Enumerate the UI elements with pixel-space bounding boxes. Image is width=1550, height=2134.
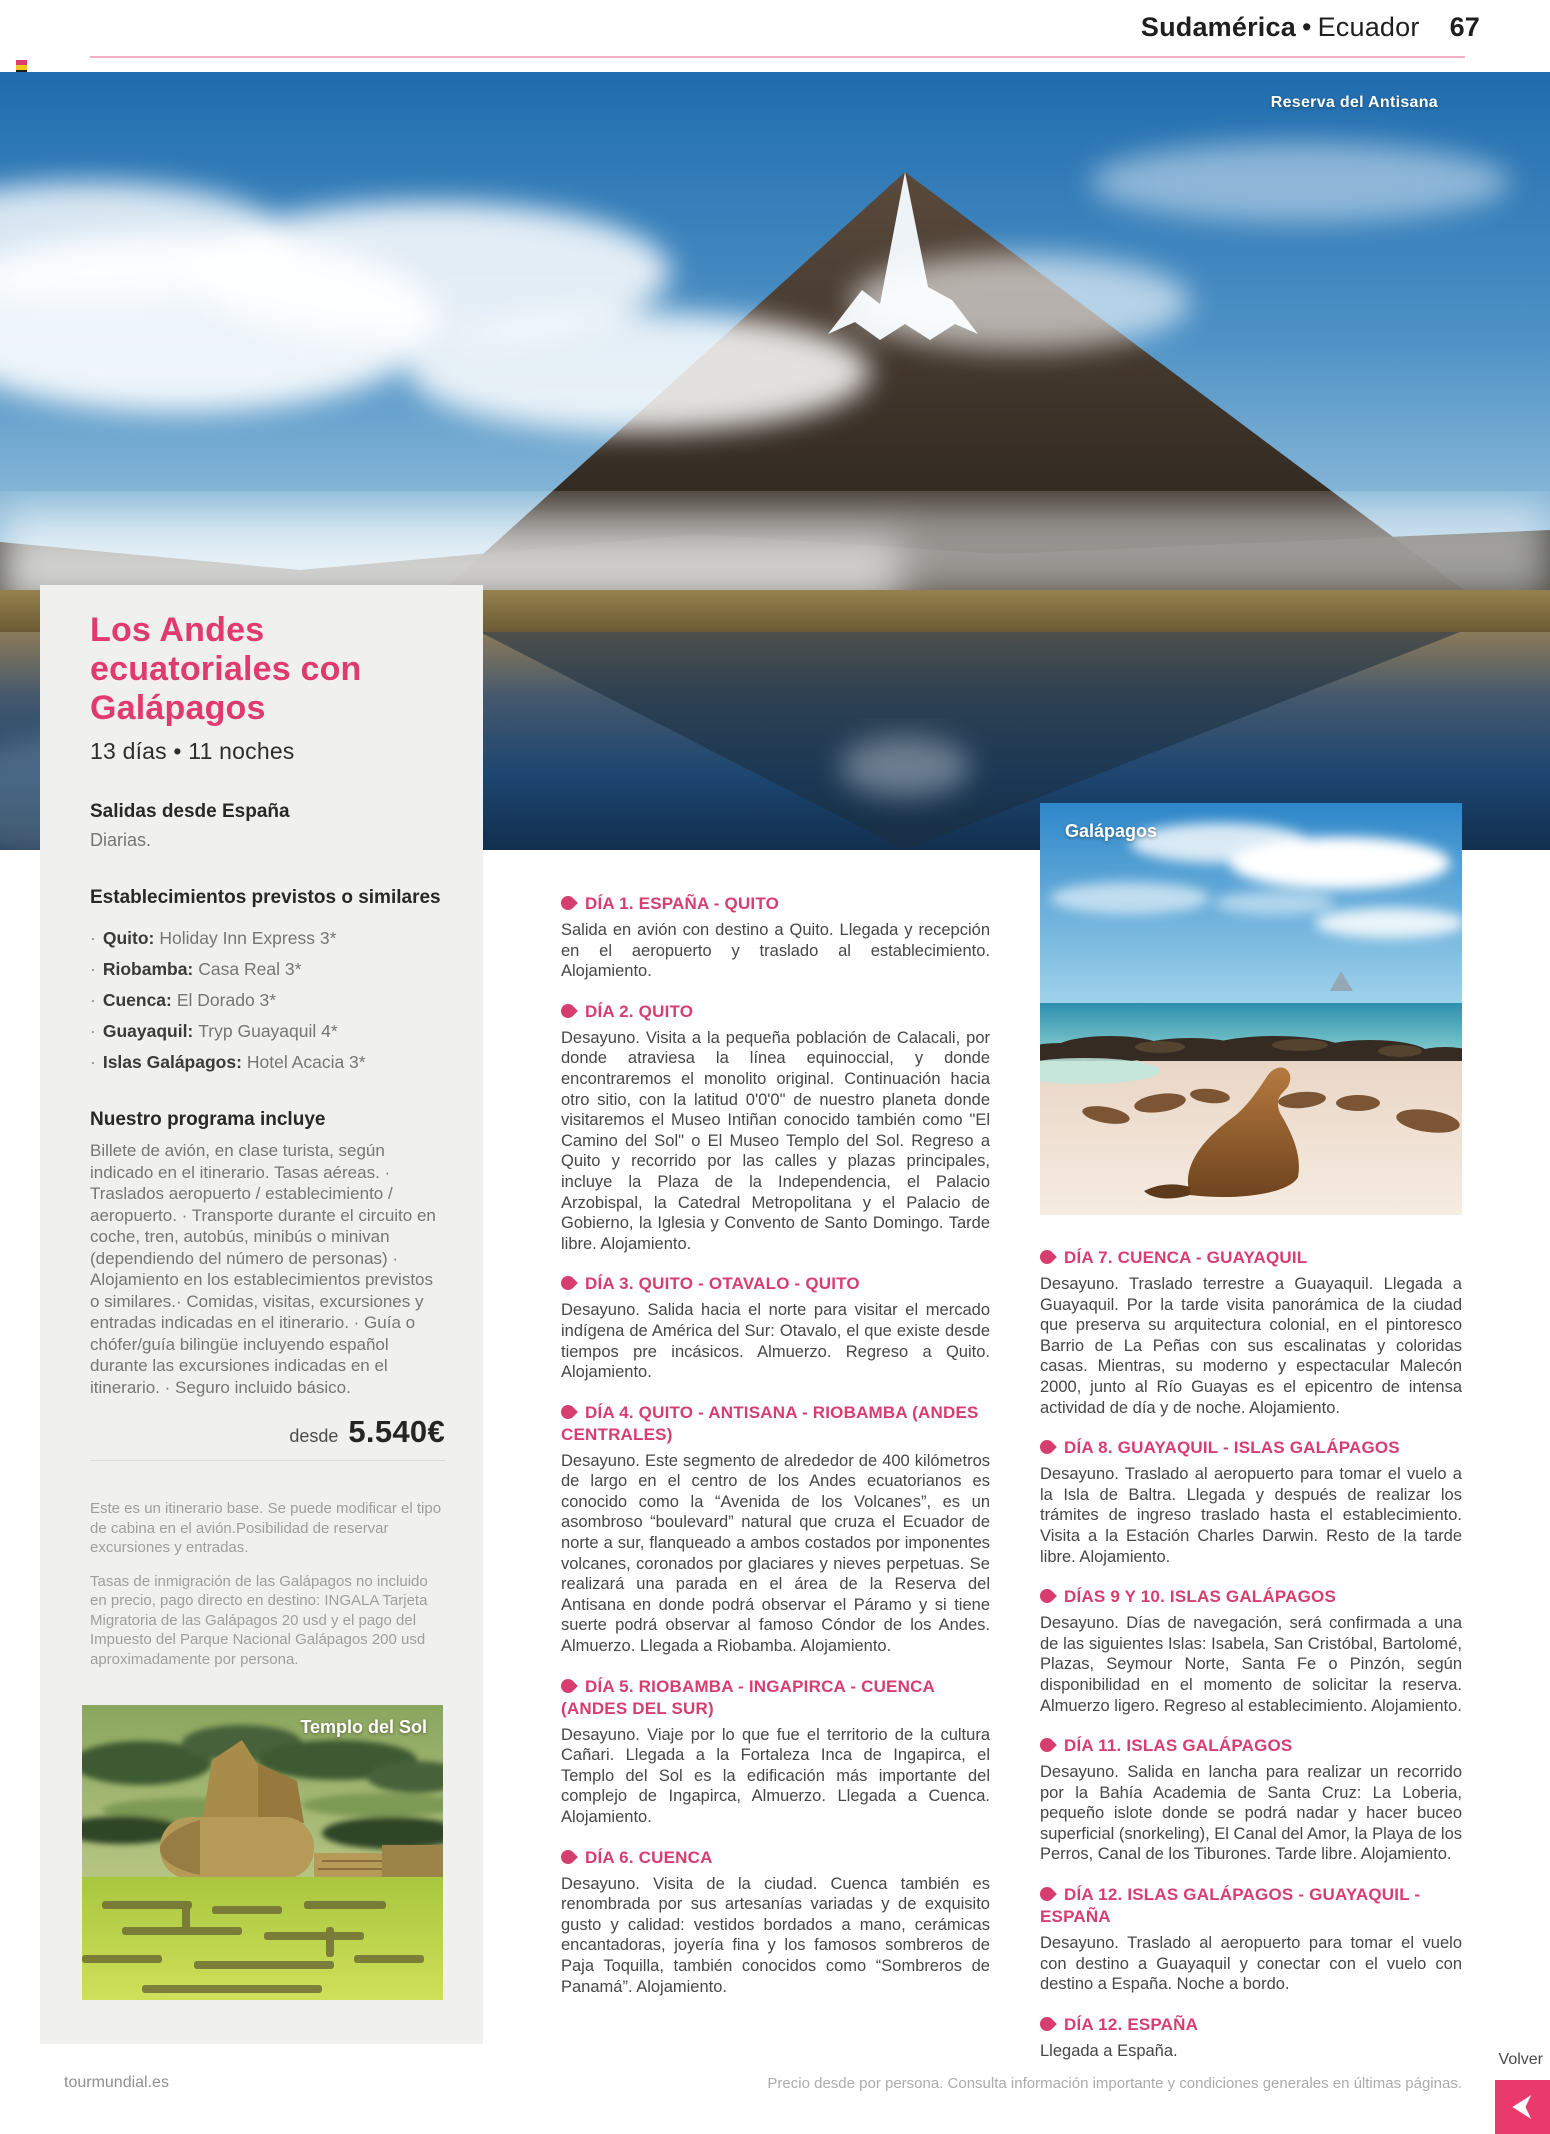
day-bullet-icon xyxy=(1037,1735,1057,1755)
header-region: Sudamérica xyxy=(1140,12,1296,42)
galapagos-image xyxy=(1040,803,1462,1215)
hero-caption: Reserva del Antisana xyxy=(1270,94,1438,111)
day-title: DÍA 8. GUAYAQUIL - ISLAS GALÁPAGOS xyxy=(1040,1437,1462,1459)
day-title: DÍA 3. QUITO - OTAVALO - QUITO xyxy=(561,1273,990,1295)
back-arrow-icon xyxy=(1506,2090,1540,2124)
hotel-name: Hotel Acacia 3* xyxy=(246,1052,366,1072)
templo-del-sol-image xyxy=(82,1705,443,2000)
day-description: Desayuno. Días de navegación, será confirmada a una de las siguientes Islas: Isabela, San Cristóbal, Bartolomé, Plazas, Seymour Norte, Santa Fe o Pinzón, según disponibilidad en el momento de solicitar la reserva. Almuerzo ligero. Regreso al establecimiento. Alojamiento. xyxy=(1040,1614,1462,1715)
price-prefix: desde xyxy=(289,1426,339,1446)
day-description: Desayuno. Visita de la ciudad. Cuenca también es renombrada por sus artesanías variadas y de exquisito gusto y calidad: vestidos bordados a mano, cerámicas encantadoras, joyería fina y los famosos sombreros de Paja Toquilla, también conocidos como “Sombreros de Panamá”. Alojamiento. xyxy=(561,1874,990,1996)
day-description: Llegada a España. xyxy=(1040,2041,1178,2060)
header-country: Ecuador xyxy=(1317,12,1420,42)
day-title: DÍA 7. CUENCA - GUAYAQUIL xyxy=(1040,1247,1462,1269)
day-item xyxy=(1040,1437,1462,1567)
galapagos-caption: Galápagos xyxy=(1065,821,1158,841)
hotel-item: · Riobamba: Casa Real 3* xyxy=(90,959,302,979)
day-bullet-icon xyxy=(1037,1586,1057,1606)
offer-info-card xyxy=(40,585,483,2044)
day-description: Desayuno. Viaje por lo que fue el territorio de la cultura Cañari. Llegada a la Fortaleza Inca de Ingapirca, el Templo del Sol es la edificación más importante del complejo de Ingapirca, Almuerzo. Llegada a Cuenca. Alojamiento. xyxy=(561,1725,990,1826)
day-bullet-icon xyxy=(558,1001,578,1021)
hotel-name: Holiday Inn Express 3* xyxy=(159,928,337,948)
hotel-city: Islas Galápagos: xyxy=(102,1052,242,1072)
day-title: DÍA 4. QUITO - ANTISANA - RIOBAMBA (ANDES CENTRALES) xyxy=(561,1402,990,1446)
day-item xyxy=(561,893,990,982)
hotel-name: Tryp Guayaquil 4* xyxy=(198,1021,338,1041)
day-bullet-icon xyxy=(1037,1247,1057,1267)
offer-note-1: Este es un itinerario base. Se puede modificar el tipo de cabina en el avión.Posibilidad de reservar excursiones y entradas. xyxy=(90,1500,442,1556)
hotel-city: Guayaquil: xyxy=(102,1021,194,1041)
hotel-item: · Guayaquil: Tryp Guayaquil 4* xyxy=(90,1021,338,1041)
offer-duration: 13 días • 11 noches xyxy=(90,738,295,764)
day-description: Desayuno. Salida hacia el norte para visitar el mercado indígena de América del Sur: Otavalo, el que existe desde tiempos pre incásicos. Almuerzo. Regreso a Quito. Alojamiento. xyxy=(561,1301,990,1382)
day-description: Desayuno. Salida en lancha para realizar un recorrido por la Bahía Academia de Santa Cruz: La Loberia, pequeño islote donde se podrá nadar y hacer buceo superficial (snorkeling), El Canal del Amor, la Playa de los Perros, Canal de los Tiburones. Tarde libre. Alojamiento. xyxy=(1040,1763,1462,1864)
page-header xyxy=(1141,12,1480,43)
site-link[interactable]: tourmundial.es xyxy=(64,2074,169,2091)
hotel-item: · Quito: Holiday Inn Express 3* xyxy=(90,928,337,948)
beach-sea-lion-illustration xyxy=(1040,803,1462,1215)
hotel-name: El Dorado 3* xyxy=(176,990,277,1010)
day-item xyxy=(1040,1735,1462,1865)
back-label: Volver xyxy=(1498,2051,1543,2068)
price-row xyxy=(90,1414,445,1450)
page-number: 67 xyxy=(1449,12,1480,42)
day-bullet-icon xyxy=(558,1676,578,1696)
day-title: DÍAS 9 Y 10. ISLAS GALÁPAGOS xyxy=(1040,1586,1462,1608)
hotel-city: Riobamba: xyxy=(102,959,194,979)
day-item xyxy=(561,1273,990,1382)
day-bullet-icon xyxy=(1037,1884,1057,1904)
day-description: Desayuno. Traslado al aeropuerto para tomar el vuelo a la Isla de Baltra. Llegada y después de realizar los trámites de ingreso traslado hasta el establecimiento. Visita a la Estación Charles Darwin. Resto de la tarde libre. Alojamiento. xyxy=(1040,1465,1462,1566)
day-description: Salida en avión con destino a Quito. Llegada y recepción en el aeropuerto y traslado al establecimiento. Alojamiento. xyxy=(561,921,990,981)
day-bullet-icon xyxy=(558,1402,578,1422)
day-item xyxy=(1040,1247,1462,1418)
day-bullet-icon xyxy=(1037,2014,1057,2034)
templo-caption: Templo del Sol xyxy=(300,1717,427,1737)
day-item xyxy=(561,1001,990,1255)
hotel-name: Casa Real 3* xyxy=(198,959,302,979)
hotel-city: Cuenca: xyxy=(102,990,172,1010)
hotel-city: Quito: xyxy=(102,928,155,948)
legal-text: Precio desde por persona. Consulta información importante y condiciones generales en últimas páginas. xyxy=(767,2075,1462,2092)
day-title: DÍA 12. ESPAÑA xyxy=(1040,2014,1462,2036)
day-title: DÍA 2. QUITO xyxy=(561,1001,990,1023)
offer-title: Los Andes ecuatoriales con Galápagos xyxy=(90,611,362,727)
includes-heading: Nuestro programa incluye xyxy=(90,1109,326,1130)
offer-note-2: Tasas de inmigración de las Galápagos no incluido en precio, pago directo en destino: INGALA Tarjeta Migratoria de las Galápagos 20 usd y el pago del Impuesto del Parque Nacional Galápagos 200 usd aproximadamente por persona. xyxy=(90,1572,428,1668)
day-description: Desayuno. Este segmento de alrededor de 400 kilómetros de largo en el centro de los Andes ecuatorianos es conocido como la “Avenida de los Volcanes”, es un asombroso “boulevard” natural que cruza el Ecuador de norte a sur, flanqueado a ambos costados por imponentes volcanes, coronados por glaciares y nieves perpetuas. Se realizará una parada en el área de la Reserva del Antisana en donde podrá observar el Páramo y si tiene suerte podrá observar al famoso Cóndor de los Andes. Almuerzo. Llegada a Riobamba. Alojamiento. xyxy=(561,1451,990,1656)
day-item xyxy=(561,1402,990,1657)
header-separator: • xyxy=(1301,12,1312,42)
day-description: Desayuno. Traslado terrestre a Guayaquil. Llegada a Guayaquil. Por la tarde visita panorámica de la ciudad que preserva su arquitectura colonial, en el pintoresco Barrio de La Peñas con sus escalinatas y coloridas casas. Mientras, su moderno y espectacular Malecón 2000, junto al Río Guayas es el epicentro de intensa actividad de día y de noche. Alojamiento. xyxy=(1040,1275,1462,1417)
itinerary-column-days-1-6 xyxy=(561,893,990,2016)
itinerary-column-days-7-12 xyxy=(1040,803,1462,2080)
day-bullet-icon xyxy=(558,893,578,913)
day-bullet-icon xyxy=(1037,1437,1057,1457)
price-divider xyxy=(90,1460,445,1461)
departures-frequency: Diarias. xyxy=(90,830,152,850)
hotel-list xyxy=(90,918,445,1073)
days-7-12 xyxy=(1040,1247,1462,2061)
day-item xyxy=(1040,2014,1462,2062)
hotel-item: · Cuenca: El Dorado 3* xyxy=(90,990,277,1010)
day-title: DÍA 12. ISLAS GALÁPAGOS - GUAYAQUIL - ESPAÑA xyxy=(1040,1884,1462,1928)
day-title: DÍA 6. CUENCA xyxy=(561,1847,990,1869)
includes-text: Billete de avión, en clase turista, según indicado en el itinerario. Tasas aéreas. · Traslados aeropuerto / establecimiento / aeropuerto. · Transporte durante el circuito en coche, tren, autobús, minibús o minivan (dependiendo del número de personas) · Alojamiento en los establecimientos previstos o similares.· Comidas, visitas, excursiones y entradas indicadas en el itinerario. · Guía o chófer/guía bilingüe incluyendo español durante las excursiones indicadas en el itinerario. · Seguro incluido básico. xyxy=(90,1141,436,1397)
back-button[interactable] xyxy=(1495,2080,1550,2134)
day-item xyxy=(1040,1884,1462,1995)
day-item xyxy=(1040,1586,1462,1716)
hotel-item: · Islas Galápagos: Hotel Acacia 3* xyxy=(90,1052,366,1072)
day-description: Desayuno. Visita a la pequeña población de Calacali, por donde atraviesa la línea equinoccial, y donde encontraremos el monolito original. Continuación hacia otro sitio, con la latitud 0'0'0" de nuestro planeta donde visitaremos el Museo Intiñan conocido también como "El Camino del Sol" o El Museo Templo del Sol. Regreso a Quito y recorrido por las calles y plazas principales, incluye la Plaza de la Independencia, el Palacio Arzobispal, la Catedral Metropolitana y el Palacio de Gobierno, la Iglesia y Convento de Santo Domingo. Tarde libre. Alojamiento. xyxy=(561,1028,990,1253)
day-item xyxy=(561,1676,990,1828)
hotels-heading: Establecimientos previstos o similares xyxy=(90,887,441,908)
day-item xyxy=(561,1847,990,1998)
day-title: DÍA 5. RIOBAMBA - INGAPIRCA - CUENCA (ANDES DEL SUR) xyxy=(561,1676,990,1720)
day-title: DÍA 11. ISLAS GALÁPAGOS xyxy=(1040,1735,1462,1757)
departures-heading: Salidas desde España xyxy=(90,801,290,822)
day-bullet-icon xyxy=(558,1273,578,1293)
price-value: 5.540€ xyxy=(348,1414,445,1449)
day-title: DÍA 1. ESPAÑA - QUITO xyxy=(561,893,990,915)
day-bullet-icon xyxy=(558,1847,578,1867)
ruins-illustration xyxy=(82,1705,443,2000)
header-rule xyxy=(90,56,1465,58)
day-description: Desayuno. Traslado al aeropuerto para tomar el vuelo con destino a Guayaquil y conectar con el vuelo con destino a España. Noche a bordo. xyxy=(1040,1934,1462,1994)
